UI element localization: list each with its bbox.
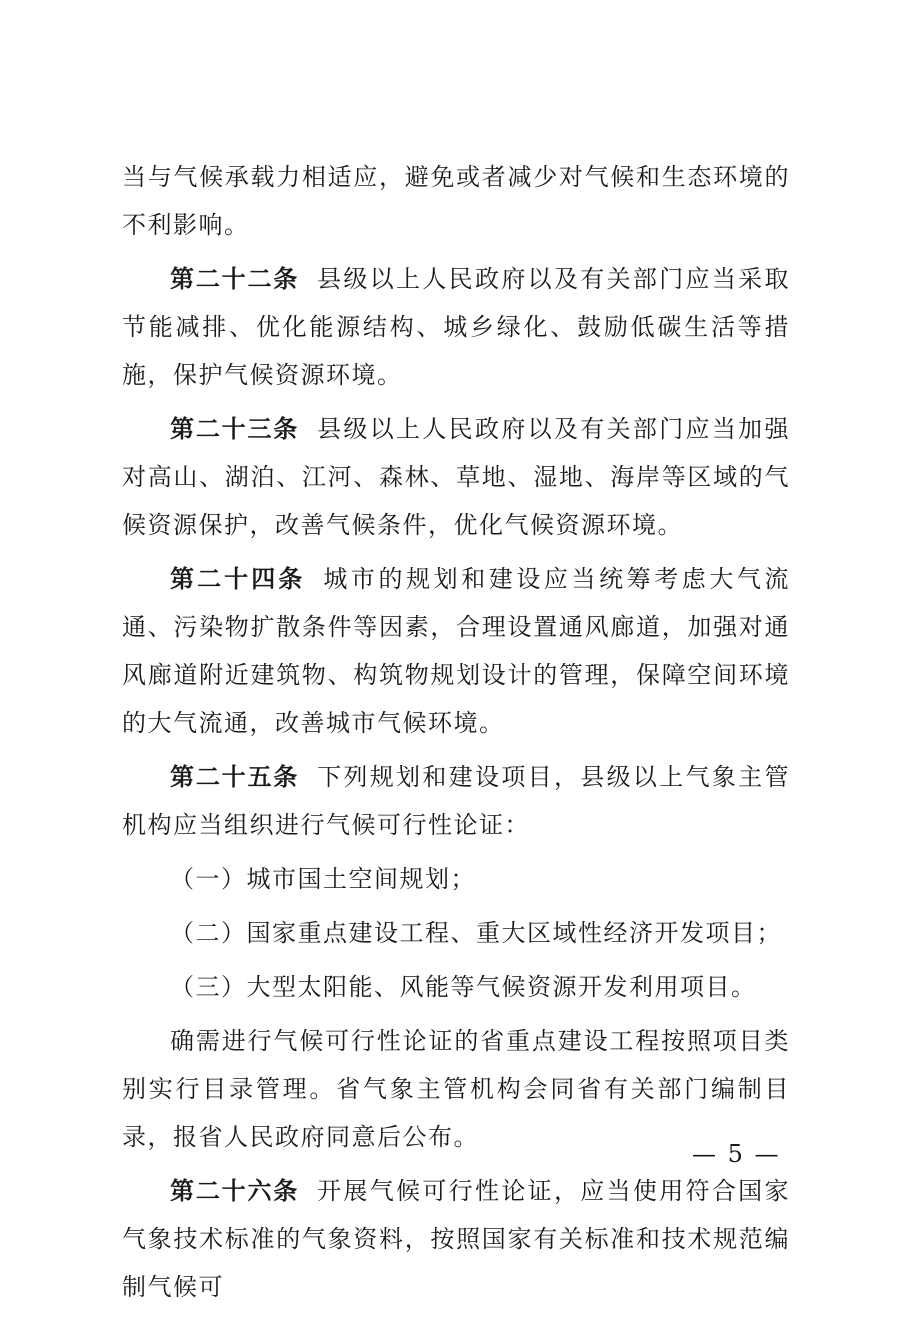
article-text: 县级以上人民政府以及有关部门应当采取节能减排、优化能源结构、城乡绿化、鼓励低碳生活等措施，保护气候资源环境。 — [122, 265, 791, 389]
article-title: 第二十六条 — [170, 1177, 300, 1205]
list-item-2 — [122, 909, 790, 957]
article-25 — [122, 753, 790, 849]
article-text: 开展气候可行性论证，应当使用符合国家气象技术标准的气象资料，按照国家有关标准和技术规范编制气候可 — [122, 1177, 791, 1301]
article-title: 第二十五条 — [170, 763, 300, 791]
paragraph-text: 当与气候承载力相适应，避免或者减少对气候和生态环境的不利影响。 — [122, 163, 790, 239]
article-title: 第二十三条 — [170, 415, 300, 443]
article-text: 县级以上人民政府以及有关部门应当加强对高山、湖泊、江河、森林、草地、湿地、海岸等区域的气候资源保护，改善气候条件，优化气候资源环境。 — [122, 415, 791, 539]
paragraph-continuation — [122, 153, 790, 249]
article-text: 下列规划和建设项目，县级以上气象主管机构应当组织进行气候可行性论证： — [122, 763, 791, 839]
paragraph-text: 确需进行气候可行性论证的省重点建设工程按照项目类别实行目录管理。省气象主管机构会同省有关部门编制目录，报省人民政府同意后公布。 — [122, 1027, 790, 1151]
article-23 — [122, 405, 790, 549]
page-number: — 5 — — [692, 1140, 781, 1168]
paragraph-plain — [122, 1017, 790, 1161]
list-item-text: （一）城市国土空间规划； — [170, 865, 476, 893]
article-title: 第二十二条 — [170, 265, 300, 293]
article-22 — [122, 255, 790, 399]
article-26 — [122, 1167, 790, 1311]
list-item-text: （三）大型太阳能、风能等气候资源开发利用项目。 — [170, 973, 757, 1001]
list-item-text: （二）国家重点建设工程、重大区域性经济开发项目； — [170, 919, 782, 947]
list-item-3 — [122, 963, 790, 1011]
article-24 — [122, 555, 790, 747]
article-title: 第二十四条 — [170, 565, 306, 593]
body-text — [122, 153, 790, 1317]
article-text: 城市的规划和建设应当统筹考虑大气流通、污染物扩散条件等因素，合理设置通风廊道，加强对通风廊道附近建筑物、构筑物规划设计的管理，保障空间环境的大气流通，改善城市气候环境。 — [122, 565, 791, 737]
list-item-1 — [122, 855, 790, 903]
